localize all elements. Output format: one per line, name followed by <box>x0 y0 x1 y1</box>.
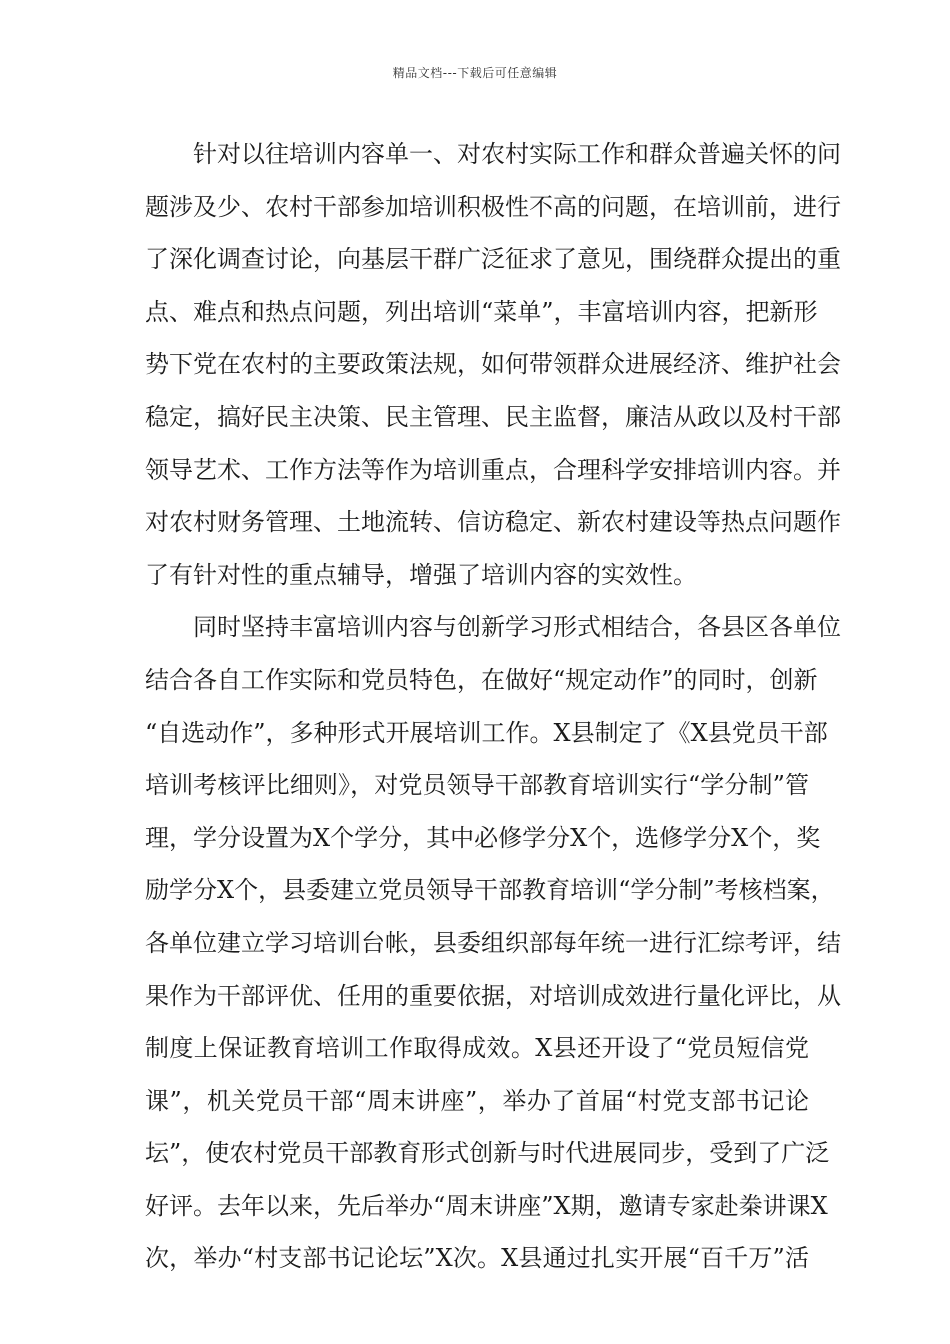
text-line: 励学分X个，县委建立党员领导干部教育培训“学分制”考核档案， <box>145 876 835 905</box>
page-header: 精品文档---下载后可任意编辑 <box>392 66 558 80</box>
text-line: 好评。去年以来，先后举办“周末讲座”X期，邀请专家赴桊讲课X <box>145 1191 828 1220</box>
text-line: 坛”，使农村党员干部教育形式创新与时代进展同步，受到了广泛 <box>145 1139 830 1168</box>
text-line: 领导艺术、工作方法等作为培训重点，合理科学安排培训内容。并 <box>145 455 841 484</box>
text-line: “自选动作”，多种形式开展培训工作。X县制定了《X县党员干部 <box>145 718 828 747</box>
text-line: 了有针对性的重点辅导，增强了培训内容的实效性。 <box>145 560 697 589</box>
text-line: 课”，机关党员干部“周末讲座”，举办了首届“村党支部书记论 <box>145 1086 809 1115</box>
text-line: 培训考核评比细则》，对党员领导干部教育培训实行“学分制”管 <box>145 771 809 800</box>
text-line: 势下党在农村的主要政策法规，如何带领群众进展经济、维护社会 <box>145 350 841 379</box>
text-line: 果作为干部评优、任用的重要依据，对培训成效进行量化评比，从 <box>145 981 841 1010</box>
text-line: 结合各自工作实际和党员特色，在做好“规定动作”的同时，创新 <box>145 665 818 694</box>
paragraph <box>145 601 841 1285</box>
text-line: 对农村财务管理、土地流转、信访稳定、新农村建设等热点问题作 <box>145 508 841 537</box>
text-line: 点、难点和热点问题，列出培训“菜单”，丰富培训内容，把新形 <box>145 297 818 326</box>
text-line: 稳定，搞好民主决策、民主管理、民主监督，廉洁从政以及村干部 <box>145 402 841 431</box>
text-line: 了深化调查讨论，向基层干群广泛征求了意见，围绕群众提出的重 <box>145 245 841 274</box>
paragraph <box>145 128 841 601</box>
text-line: 各单位建立学习培训台帐，县委组织部每年统一进行汇综考评，结 <box>145 928 841 957</box>
text-line: 针对以往培训内容单一、对农村实际工作和群众普遍关怀的问 <box>193 140 841 168</box>
text-line: 制度上保证教育培训工作取得成效。X县还开设了“党员短信党 <box>145 1034 809 1063</box>
text-line: 题涉及少、农村干部参加培训积极性不高的问题，在培训前，进行 <box>145 192 841 221</box>
text-line: 次，举办“村支部书记论坛”X次。X县通过扎实开展“百千万”活 <box>145 1244 809 1273</box>
text-line: 同时坚持丰富培训内容与创新学习形式相结合，各县区各单位 <box>193 613 841 642</box>
document-body <box>145 128 841 1285</box>
text-line: 理，学分设置为X个学分，其中必修学分X个，选修学分X个，奖 <box>145 823 821 852</box>
